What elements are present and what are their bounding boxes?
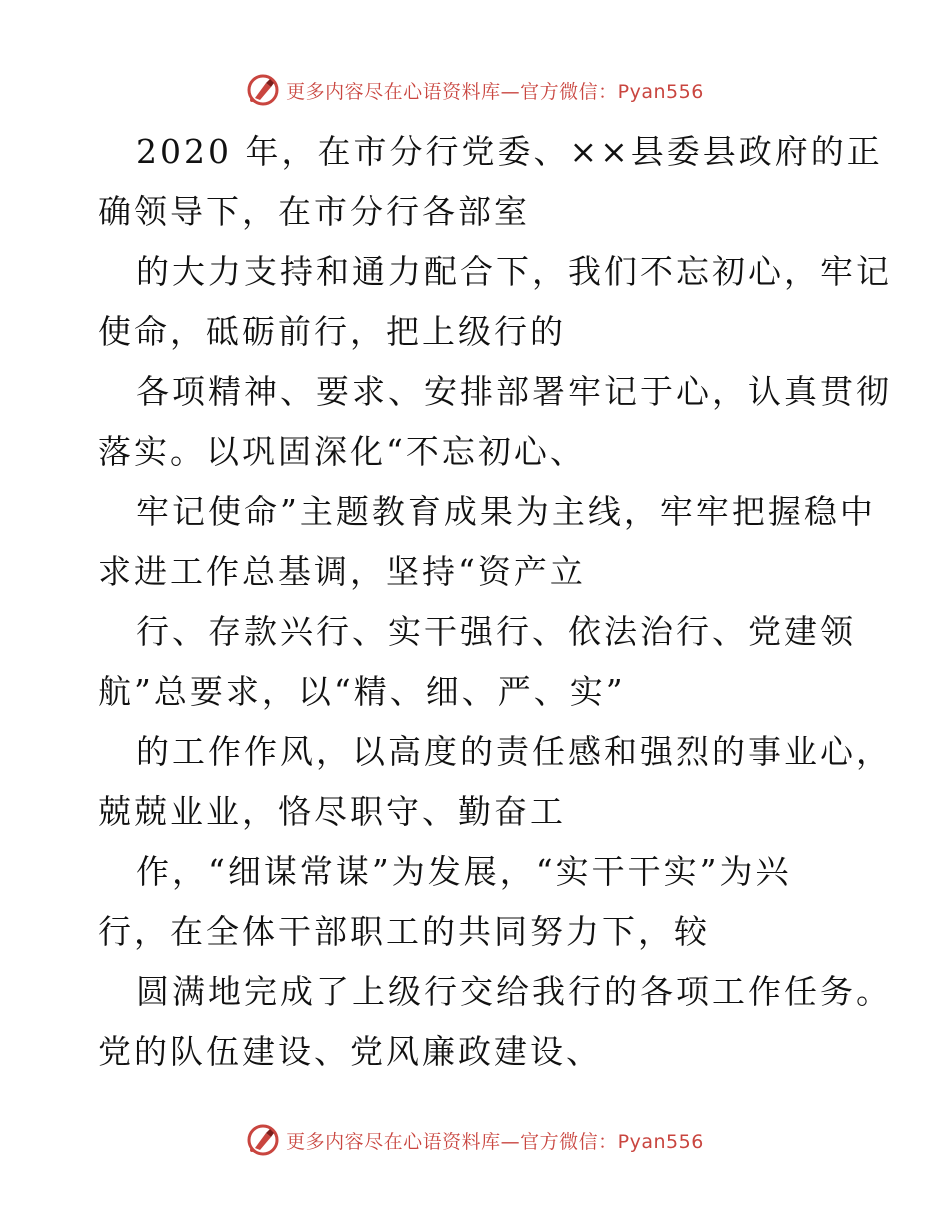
pen-nib-logo-icon — [246, 73, 280, 107]
text-line: 兢兢业业，恪尽职守、勤奋工 — [98, 792, 566, 831]
text-line: 的工作作风，以高度的责任感和强烈的事业心， — [136, 732, 892, 771]
text-line: 圆满地完成了上级行交给我行的各项工作任务。 — [136, 972, 892, 1011]
text-line: 各项精神、要求、安排部署牢记于心，认真贯彻 — [136, 372, 892, 411]
watermark-text: 更多内容尽在心语资料库—官方微信：Pyan556 — [286, 80, 704, 103]
header-watermark — [0, 70, 950, 110]
text-line: 行、存款兴行、实干强行、依法治行、党建领 — [136, 612, 856, 651]
text-line: 确领导下，在市分行各部室 — [98, 192, 530, 231]
footer-watermark — [0, 1120, 950, 1160]
text-line: 落实。以巩固深化“不忘初心、 — [98, 432, 586, 471]
text-line: 航”总要求，以“精、细、严、实” — [98, 672, 626, 711]
text-line: 求进工作总基调，坚持“资产立 — [98, 552, 586, 591]
text-line: 党的队伍建设、党风廉政建设、 — [98, 1032, 602, 1071]
text-line: 的大力支持和通力配合下，我们不忘初心，牢记 — [136, 252, 892, 291]
watermark-text: 更多内容尽在心语资料库—官方微信：Pyan556 — [286, 1130, 704, 1153]
text-line: 2020 年，在市分行党委、××县委县政府的正 — [136, 132, 883, 171]
text-line: 行，在全体干部职工的共同努力下，较 — [98, 912, 710, 951]
text-line: 使命，砥砺前行，把上级行的 — [98, 312, 566, 351]
document-body — [98, 122, 892, 1082]
pen-nib-logo-icon — [246, 1123, 280, 1157]
text-line: 牢记使命”主题教育成果为主线，牢牢把握稳中 — [136, 492, 876, 531]
text-line: 作，“细谋常谋”为发展，“实干干实”为兴 — [136, 852, 792, 891]
